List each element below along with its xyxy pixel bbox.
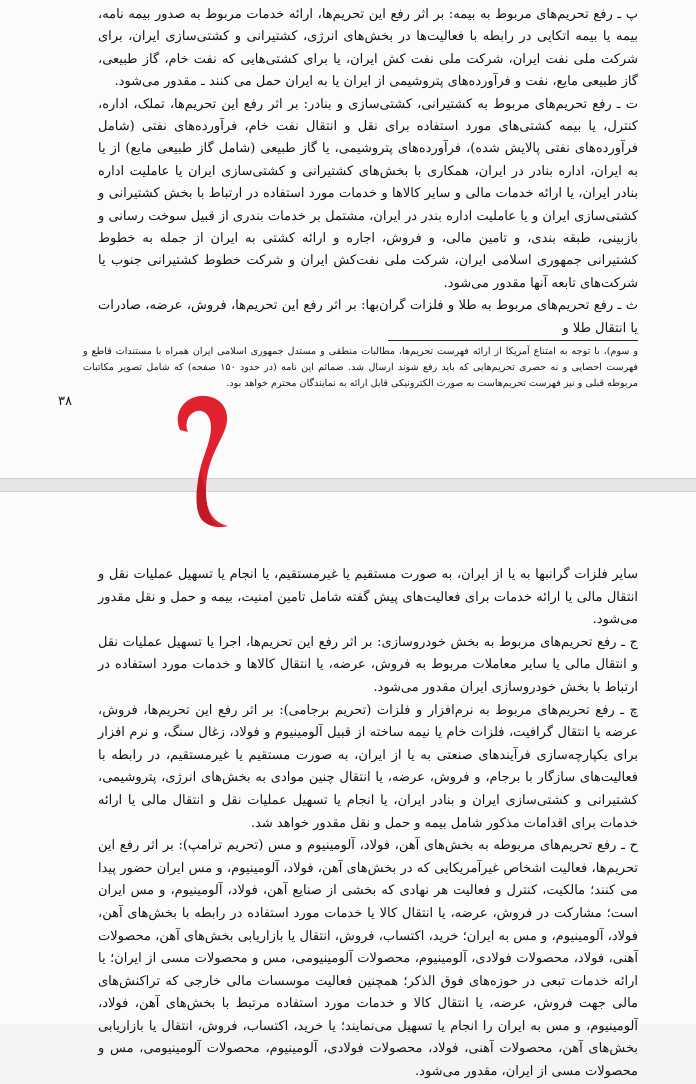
- bottom-body-text: [98, 564, 638, 1084]
- page-gap: [0, 478, 696, 492]
- paragraph-gold-continued: سایر فلزات گرانبها به یا از ایران، به صورت مستقیم یا غیرمستقیم‌، یا انجام یا تسهیل عملیات نقل و انتقال مالی یا ارائه خدمات برای فعالیت‌های پیش گفته شامل تامین امنیت، بیمه و حمل و نقل مقدور می‌شود.: [98, 567, 638, 628]
- paragraph-insurance: پ ـ رفع تحریم‌های مربوط به بیمه: بر اثر رفع این تحریم‌ها، ارائه خدمات مربوط به صدور بیمه نامه، بیمه یا بیمه اتکایی در رابطه با فعالیت‌ها در بخش‌های انرژی، کشتیرانی و کشتی‌سازی ایران، برای شرکت ملی نفت ایران، شرکت ملی نفت کش ایران، یا برای کشتی‌هایی که نفت خام، گاز طبیعی، گاز طبیعی مایع، نفت و فرآورده‌های پتروشیمی از ایران یا به ایران حمل می کنند ـ مقدور می‌شود.: [98, 7, 638, 90]
- chapter-number-mark: [166, 392, 246, 530]
- top-page: [0, 0, 696, 478]
- paragraph-gold: ث ـ رفع تحریم‌های مربوط به طلا و فلزات گران‌بها: بر اثر رفع این تحریم‌ها، فروش، عرضه، صادرات یا انتقال طلا و: [98, 298, 638, 336]
- footnote-separator: [388, 340, 638, 341]
- red-ribbon-shadow: [197, 470, 219, 526]
- top-body-text: [98, 4, 638, 340]
- page-number: ۳۸: [58, 394, 72, 409]
- bottom-page: [0, 492, 696, 1080]
- footnote: و سوم)، با توجه به امتناع آمریکا از ارائه فهرست تحریم‌ها، مطالبات منطقی و مستدل جمهوری اسلامی ایران همراه با مستندات قاطع و فهرست احصایی و نه حصری تحریم‌هایی که باید رفع شوند ارسال شد. ضمائم این نامه (در حدود ۱۵۰ صفحه) که شامل تصویر مکاتبات مربوطه قبلی و نیز فهرست تحریم‌هاست به صورت الکترونیکی قابل ارائه به نمایندگان محترم خواهد بود.: [83, 346, 638, 389]
- paragraph-software-metals: چ ـ رفع تحریم‌های مربوط به نرم‌افزار و فلزات (تحریم برجامی): بر اثر رفع این تحریم‌ها، فروش، عرضه یا انتقال گرافیت، فلزات خام یا نیمه ساخته از قبیل آلومینیوم و فولاد، زغال سنگ، و نرم افزار برای یکپارچه‌سازی فرآیندهای صنعتی به یا از ایران، به صورت مستقیم یا غیرمستقیم، در رابطه با فعالیت‌های سازگار با برجام، و فروش، عرضه، یا انتقال چنین موادی به بخش‌های انرژی، پتروشیمی، کشتیرانی و کشتی‌سازی ایران و بنادر ایران، یا انجام یا تسهیل عملیات نقل و انتقال مالی یا ارائه خدمات برای اقدامات مذکور شامل بیمه و حمل و نقل مقدور خواهد شد.: [98, 702, 638, 831]
- paragraph-iron-steel: ح ـ رفع تحریم‌های مربوطه به بخش‌های آهن، فولاد، آلومینیوم و مس (تحریم ترامپ): بر اثر رفع این تحریم‌ها، فعالیت اشخاص غیرآمریکایی که در بخش‌های آهن، فولاد، آلومینیوم، و مس ایران حضور پیدا می کنند؛ مالکیت، کنترل و فعالیت هر نهادی که بخشی از صنایع آهن، فولاد، آلومینیوم، و مس ایران است؛ مشارکت در فروش، عرضه، یا انتقال کالا یا خدمات مورد استفاده در رابطه با بخش‌های آهن، فولاد، آلومینیوم، و مس به ایران؛ خرید، اکتساب، فروش، انتقال یا بازاریابی بخش‌های آهن، محصولات آهنی، فولاد، محصولات فولادی، آلومینیوم، محصولات آلومینیومی، مس و محصولات مسی از ایران؛ یا ارائه خدمات تبعی در حوزه‌های فوق الذکر؛ همچنین فعالیت موسسات مالی خارجی که تراکنش‌های مالی جهت فروش، عرضه، یا انتقال کالا و خدمات مورد استفاده مرتبط با بخش‌های آهن، فولاد، آلومینیوم، و مس به ایران را انجام یا تسهیل می‌نمایند؛ یا خرید، اکتساب، فروش، انتقال یا بازاریابی بخش‌های آهن، محصولات آهنی، فولاد، محصولات فولادی، آلومینیوم، محصولات آلومینیومی، مس و محصولات مسی از ایران، مقدور می‌شود.: [98, 838, 638, 1080]
- paragraph-automotive: ج ـ رفع تحریم‌های مربوط به بخش خودروسازی: بر اثر رفع این تحریم‌ها، اجرا یا تسهیل عملیات نقل و انتقال مالی یا سایر معاملات مربوط به فروش، عرضه، یا انتقال کالاها و خدمات مورد استفاده در ارتباط با بخش خودروسازی ایران مقدور می‌شود.: [98, 634, 638, 695]
- paragraph-shipping: ت ـ رفع تحریم‌های مربوط به کشتیرانی، کشتی‌سازی و بنادر: بر اثر رفع این تحریم‌ها، تملک، اداره، کنترل، یا بیمه کشتی‌های مورد استفاده برای نقل و انتقال نفت خام، فرآورده‌های نفتی (شامل فرآورده‌های نفتی پالایش شده)، فرآورده‌های پتروشیمی، یا گاز طبیعی (شامل گاز طبیعی مایع) از یا به ایران، اداره بنادر در ایران، همکاری با بخش‌های کشتیرانی و کشتی‌سازی ایران یا عاملیت اداره بنادر ایران، یا ارائه خدمات مالی و سایر کالاها و خدمات مورد استفاده در ارتباط با بخش کشتیرانی و کشتی‌سازی ایران و یا عاملیت اداره بندر در ایران، مشتمل بر خدمات بندری از قبیل سوخت رسانی و بازبینی، طبقه بندی، و تامین مالی، و فروش، اجاره و ارائه کشتی به ایران از جمله به خطوط کشتیرانی جمهوری اسلامی ایران، شرکت ملی نفت‌کش ایران و شرکت خطوط کشتیرانی جنوب یا شرکت‌های تابعه آنها مقدور می‌شود.: [98, 96, 638, 291]
